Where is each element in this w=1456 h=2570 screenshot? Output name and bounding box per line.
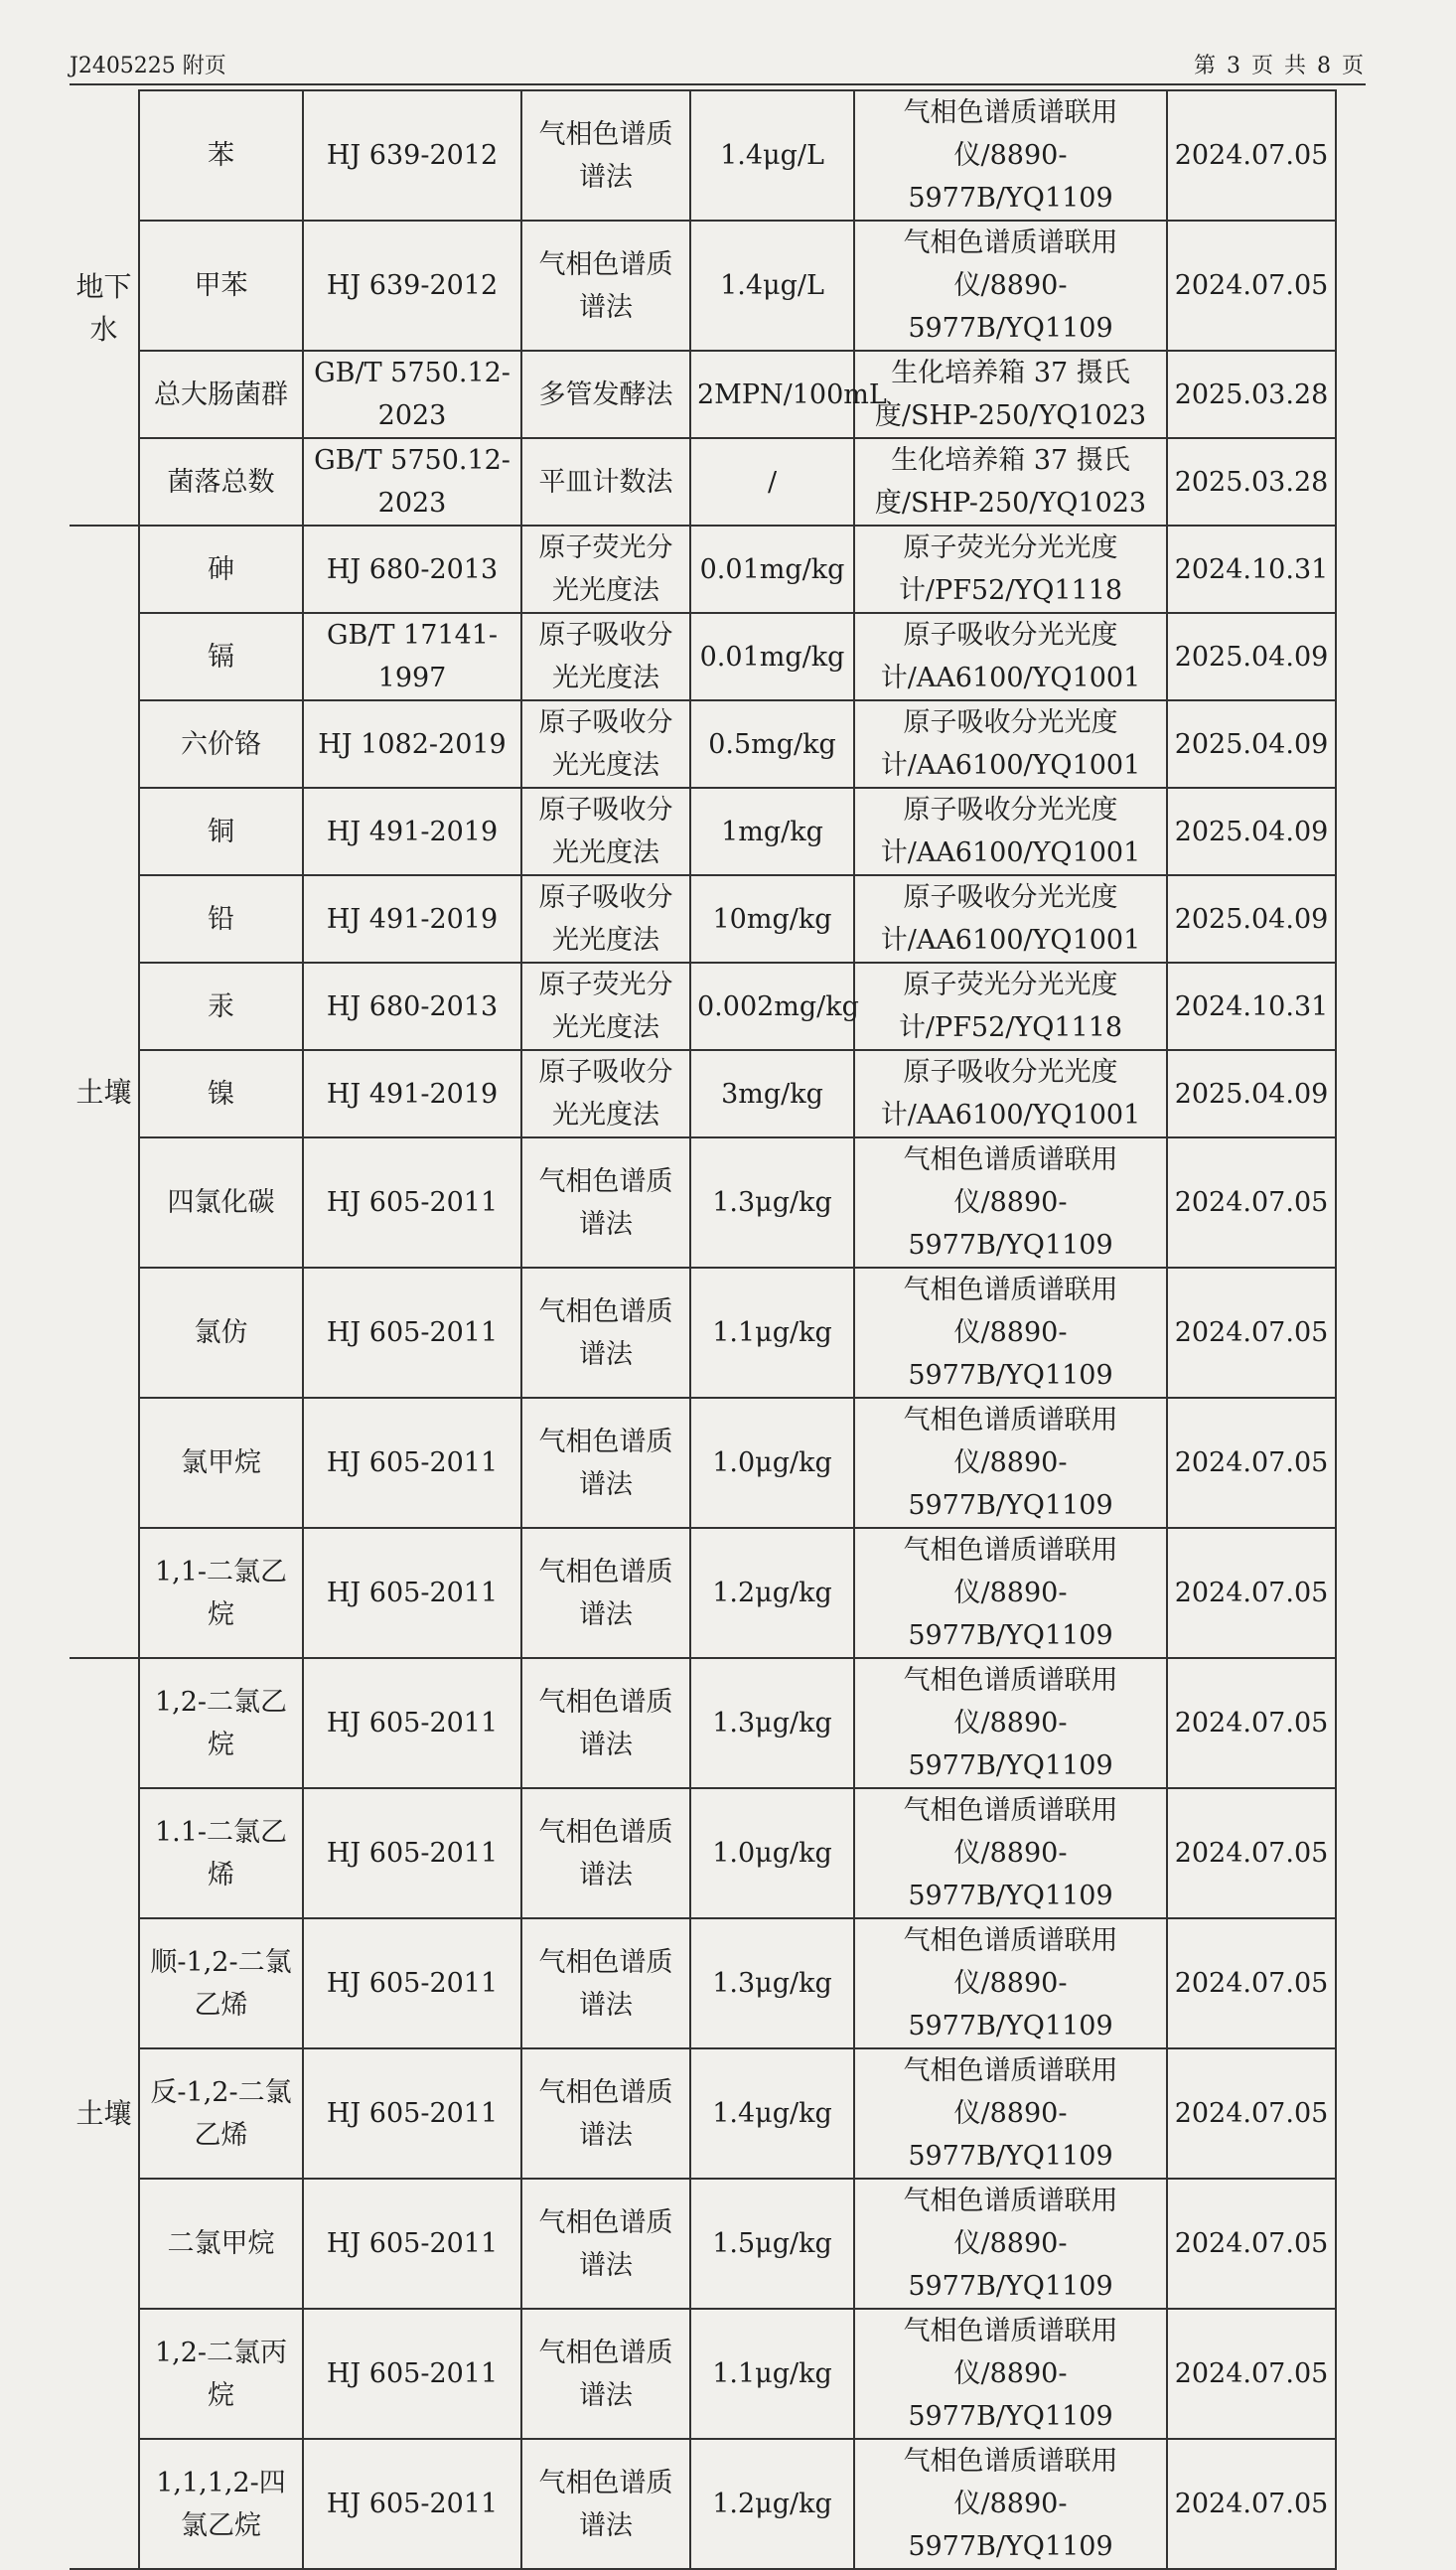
detection-limit-cell: 0.002mg/kg	[690, 963, 854, 1050]
calibration-date-cell: 2025.04.09	[1167, 875, 1336, 963]
standard-cell: HJ 605-2011	[303, 2179, 521, 2309]
method-cell: 气相色谱质谱法	[521, 2179, 690, 2309]
category-cell: 土壤	[70, 526, 139, 1658]
method-cell: 原子荧光分光光度法	[521, 526, 690, 613]
standard-cell: HJ 605-2011	[303, 2048, 521, 2179]
method-cell: 气相色谱质谱法	[521, 221, 690, 351]
table-row	[70, 613, 1336, 700]
table-row	[70, 1658, 1336, 1788]
instrument-cell: 气相色谱质谱联用仪/8890-5977B/YQ1109	[854, 2179, 1167, 2309]
calibration-date-cell: 2024.10.31	[1167, 963, 1336, 1050]
item-cell: 1.1-二氯乙烯	[139, 1788, 303, 1918]
calibration-date-cell: 2025.04.09	[1167, 788, 1336, 875]
standard-cell: HJ 605-2011	[303, 2309, 521, 2439]
instrument-cell: 气相色谱质谱联用仪/8890-5977B/YQ1109	[854, 1918, 1167, 2048]
method-cell: 气相色谱质谱法	[521, 1268, 690, 1398]
calibration-date-cell: 2024.07.05	[1167, 90, 1336, 221]
table-row	[70, 1788, 1336, 1918]
standard-cell: HJ 680-2013	[303, 526, 521, 613]
method-cell: 气相色谱质谱法	[521, 1658, 690, 1788]
instrument-cell: 原子吸收分光光度计/AA6100/YQ1001	[854, 788, 1167, 875]
detection-limit-cell: 1.1μg/kg	[690, 1268, 854, 1398]
method-cell: 原子吸收分光光度法	[521, 1050, 690, 1137]
item-cell: 甲苯	[139, 221, 303, 351]
detection-limit-cell: 1.4μg/kg	[690, 2048, 854, 2179]
standard-cell: GB/T 5750.12-2023	[303, 438, 521, 526]
instrument-cell: 气相色谱质谱联用仪/8890-5977B/YQ1109	[854, 221, 1167, 351]
calibration-date-cell: 2024.07.05	[1167, 221, 1336, 351]
page-header	[70, 50, 1366, 85]
calibration-date-cell: 2024.07.05	[1167, 2309, 1336, 2439]
table-row	[70, 788, 1336, 875]
detection-limit-cell: 2MPN/100mL	[690, 351, 854, 438]
category-cell: 地下水	[70, 90, 139, 526]
table-row	[70, 221, 1336, 351]
detection-limit-cell: 3mg/kg	[690, 1050, 854, 1137]
instrument-cell: 原子荧光分光光度计/PF52/YQ1118	[854, 526, 1167, 613]
standard-cell: HJ 605-2011	[303, 1137, 521, 1268]
report-number: J2405225 附页	[70, 54, 226, 78]
table-row	[70, 700, 1336, 788]
method-cell: 原子吸收分光光度法	[521, 700, 690, 788]
item-cell: 二氯甲烷	[139, 2179, 303, 2309]
test-methods-table	[70, 89, 1337, 2570]
calibration-date-cell: 2024.07.05	[1167, 2439, 1336, 2569]
detection-limit-cell: 1.3μg/kg	[690, 1137, 854, 1268]
standard-cell: HJ 491-2019	[303, 875, 521, 963]
method-cell: 原子吸收分光光度法	[521, 613, 690, 700]
method-cell: 气相色谱质谱法	[521, 1528, 690, 1658]
item-cell: 苯	[139, 90, 303, 221]
instrument-cell: 气相色谱质谱联用仪/8890-5977B/YQ1109	[854, 1398, 1167, 1528]
table-row	[70, 2439, 1336, 2569]
method-cell: 气相色谱质谱法	[521, 2439, 690, 2569]
standard-cell: GB/T 5750.12-2023	[303, 351, 521, 438]
calibration-date-cell: 2024.10.31	[1167, 526, 1336, 613]
standard-cell: HJ 605-2011	[303, 2439, 521, 2569]
method-cell: 平皿计数法	[521, 438, 690, 526]
calibration-date-cell: 2025.03.28	[1167, 351, 1336, 438]
instrument-cell: 气相色谱质谱联用仪/8890-5977B/YQ1109	[854, 2048, 1167, 2179]
calibration-date-cell: 2024.07.05	[1167, 1528, 1336, 1658]
page-indicator: 第 3 页 共 8 页	[1194, 54, 1366, 78]
standard-cell: HJ 639-2012	[303, 221, 521, 351]
detection-limit-cell: 1mg/kg	[690, 788, 854, 875]
standard-cell: HJ 605-2011	[303, 1528, 521, 1658]
instrument-cell: 气相色谱质谱联用仪/8890-5977B/YQ1109	[854, 90, 1167, 221]
method-cell: 气相色谱质谱法	[521, 1137, 690, 1268]
standard-cell: HJ 491-2019	[303, 1050, 521, 1137]
table-row	[70, 963, 1336, 1050]
detection-limit-cell: 0.01mg/kg	[690, 613, 854, 700]
calibration-date-cell: 2024.07.05	[1167, 1788, 1336, 1918]
instrument-cell: 气相色谱质谱联用仪/8890-5977B/YQ1109	[854, 1658, 1167, 1788]
item-cell: 顺-1,2-二氯乙烯	[139, 1918, 303, 2048]
method-cell: 气相色谱质谱法	[521, 2048, 690, 2179]
item-cell: 总大肠菌群	[139, 351, 303, 438]
item-cell: 反-1,2-二氯乙烯	[139, 2048, 303, 2179]
instrument-cell: 气相色谱质谱联用仪/8890-5977B/YQ1109	[854, 1528, 1167, 1658]
calibration-date-cell: 2024.07.05	[1167, 1918, 1336, 2048]
table-row	[70, 1398, 1336, 1528]
detection-limit-cell: 1.0μg/kg	[690, 1788, 854, 1918]
detection-limit-cell: 1.1μg/kg	[690, 2309, 854, 2439]
item-cell: 四氯化碳	[139, 1137, 303, 1268]
item-cell: 1,1,1,2-四氯乙烷	[139, 2439, 303, 2569]
instrument-cell: 原子荧光分光光度计/PF52/YQ1118	[854, 963, 1167, 1050]
detection-limit-cell: 1.3μg/kg	[690, 1918, 854, 2048]
standard-cell: HJ 605-2011	[303, 1268, 521, 1398]
item-cell: 氯仿	[139, 1268, 303, 1398]
table-row	[70, 526, 1336, 613]
detection-limit-cell: 1.0μg/kg	[690, 1398, 854, 1528]
method-cell: 气相色谱质谱法	[521, 90, 690, 221]
method-cell: 原子吸收分光光度法	[521, 788, 690, 875]
calibration-date-cell: 2025.04.09	[1167, 1050, 1336, 1137]
table-row	[70, 2179, 1336, 2309]
method-cell: 气相色谱质谱法	[521, 2309, 690, 2439]
standard-cell: HJ 680-2013	[303, 963, 521, 1050]
calibration-date-cell: 2024.07.05	[1167, 1658, 1336, 1788]
instrument-cell: 气相色谱质谱联用仪/8890-5977B/YQ1109	[854, 1137, 1167, 1268]
table-row	[70, 1528, 1336, 1658]
standard-cell: HJ 605-2011	[303, 1918, 521, 2048]
standard-cell: HJ 639-2012	[303, 90, 521, 221]
calibration-date-cell: 2025.03.28	[1167, 438, 1336, 526]
standard-cell: GB/T 17141-1997	[303, 613, 521, 700]
calibration-date-cell: 2024.07.05	[1167, 2179, 1336, 2309]
table-row	[70, 438, 1336, 526]
method-cell: 气相色谱质谱法	[521, 1398, 690, 1528]
category-cell: 土壤	[70, 1658, 139, 2569]
item-cell: 铜	[139, 788, 303, 875]
item-cell: 砷	[139, 526, 303, 613]
item-cell: 菌落总数	[139, 438, 303, 526]
instrument-cell: 气相色谱质谱联用仪/8890-5977B/YQ1109	[854, 1788, 1167, 1918]
standard-cell: HJ 605-2011	[303, 1398, 521, 1528]
detection-limit-cell: 1.3μg/kg	[690, 1658, 854, 1788]
item-cell: 1,2-二氯丙烷	[139, 2309, 303, 2439]
item-cell: 镉	[139, 613, 303, 700]
detection-limit-cell: 1.4μg/L	[690, 90, 854, 221]
table-row	[70, 2048, 1336, 2179]
table-row	[70, 1268, 1336, 1398]
calibration-date-cell: 2025.04.09	[1167, 613, 1336, 700]
calibration-date-cell: 2024.07.05	[1167, 1137, 1336, 1268]
calibration-date-cell: 2025.04.09	[1167, 700, 1336, 788]
standard-cell: HJ 1082-2019	[303, 700, 521, 788]
detection-limit-cell: 1.2μg/kg	[690, 2439, 854, 2569]
calibration-date-cell: 2024.07.05	[1167, 1268, 1336, 1398]
instrument-cell: 原子吸收分光光度计/AA6100/YQ1001	[854, 613, 1167, 700]
table-row	[70, 1137, 1336, 1268]
method-cell: 气相色谱质谱法	[521, 1788, 690, 1918]
method-cell: 多管发酵法	[521, 351, 690, 438]
method-cell: 气相色谱质谱法	[521, 1918, 690, 2048]
detection-limit-cell: 10mg/kg	[690, 875, 854, 963]
standard-cell: HJ 605-2011	[303, 1788, 521, 1918]
table-row	[70, 2309, 1336, 2439]
standard-cell: HJ 605-2011	[303, 1658, 521, 1788]
item-cell: 汞	[139, 963, 303, 1050]
instrument-cell: 原子吸收分光光度计/AA6100/YQ1001	[854, 1050, 1167, 1137]
table-row	[70, 875, 1336, 963]
detection-limit-cell: 1.4μg/L	[690, 221, 854, 351]
instrument-cell: 生化培养箱 37 摄氏度/SHP-250/YQ1023	[854, 351, 1167, 438]
item-cell: 1,2-二氯乙烷	[139, 1658, 303, 1788]
detection-limit-cell: 1.5μg/kg	[690, 2179, 854, 2309]
standard-cell: HJ 491-2019	[303, 788, 521, 875]
table-row	[70, 90, 1336, 221]
table-body	[70, 90, 1336, 2569]
calibration-date-cell: 2024.07.05	[1167, 1398, 1336, 1528]
instrument-cell: 气相色谱质谱联用仪/8890-5977B/YQ1109	[854, 2309, 1167, 2439]
method-cell: 原子吸收分光光度法	[521, 875, 690, 963]
instrument-cell: 原子吸收分光光度计/AA6100/YQ1001	[854, 700, 1167, 788]
detection-limit-cell: 0.5mg/kg	[690, 700, 854, 788]
item-cell: 氯甲烷	[139, 1398, 303, 1528]
instrument-cell: 生化培养箱 37 摄氏度/SHP-250/YQ1023	[854, 438, 1167, 526]
item-cell: 铅	[139, 875, 303, 963]
detection-limit-cell: 1.2μg/kg	[690, 1528, 854, 1658]
table-row	[70, 1050, 1336, 1137]
detection-limit-cell: 0.01mg/kg	[690, 526, 854, 613]
instrument-cell: 气相色谱质谱联用仪/8890-5977B/YQ1109	[854, 2439, 1167, 2569]
item-cell: 镍	[139, 1050, 303, 1137]
instrument-cell: 原子吸收分光光度计/AA6100/YQ1001	[854, 875, 1167, 963]
item-cell: 1,1-二氯乙烷	[139, 1528, 303, 1658]
table-row	[70, 351, 1336, 438]
method-cell: 原子荧光分光光度法	[521, 963, 690, 1050]
calibration-date-cell: 2024.07.05	[1167, 2048, 1336, 2179]
table-row	[70, 1918, 1336, 2048]
item-cell: 六价铬	[139, 700, 303, 788]
detection-limit-cell: /	[690, 438, 854, 526]
instrument-cell: 气相色谱质谱联用仪/8890-5977B/YQ1109	[854, 1268, 1167, 1398]
